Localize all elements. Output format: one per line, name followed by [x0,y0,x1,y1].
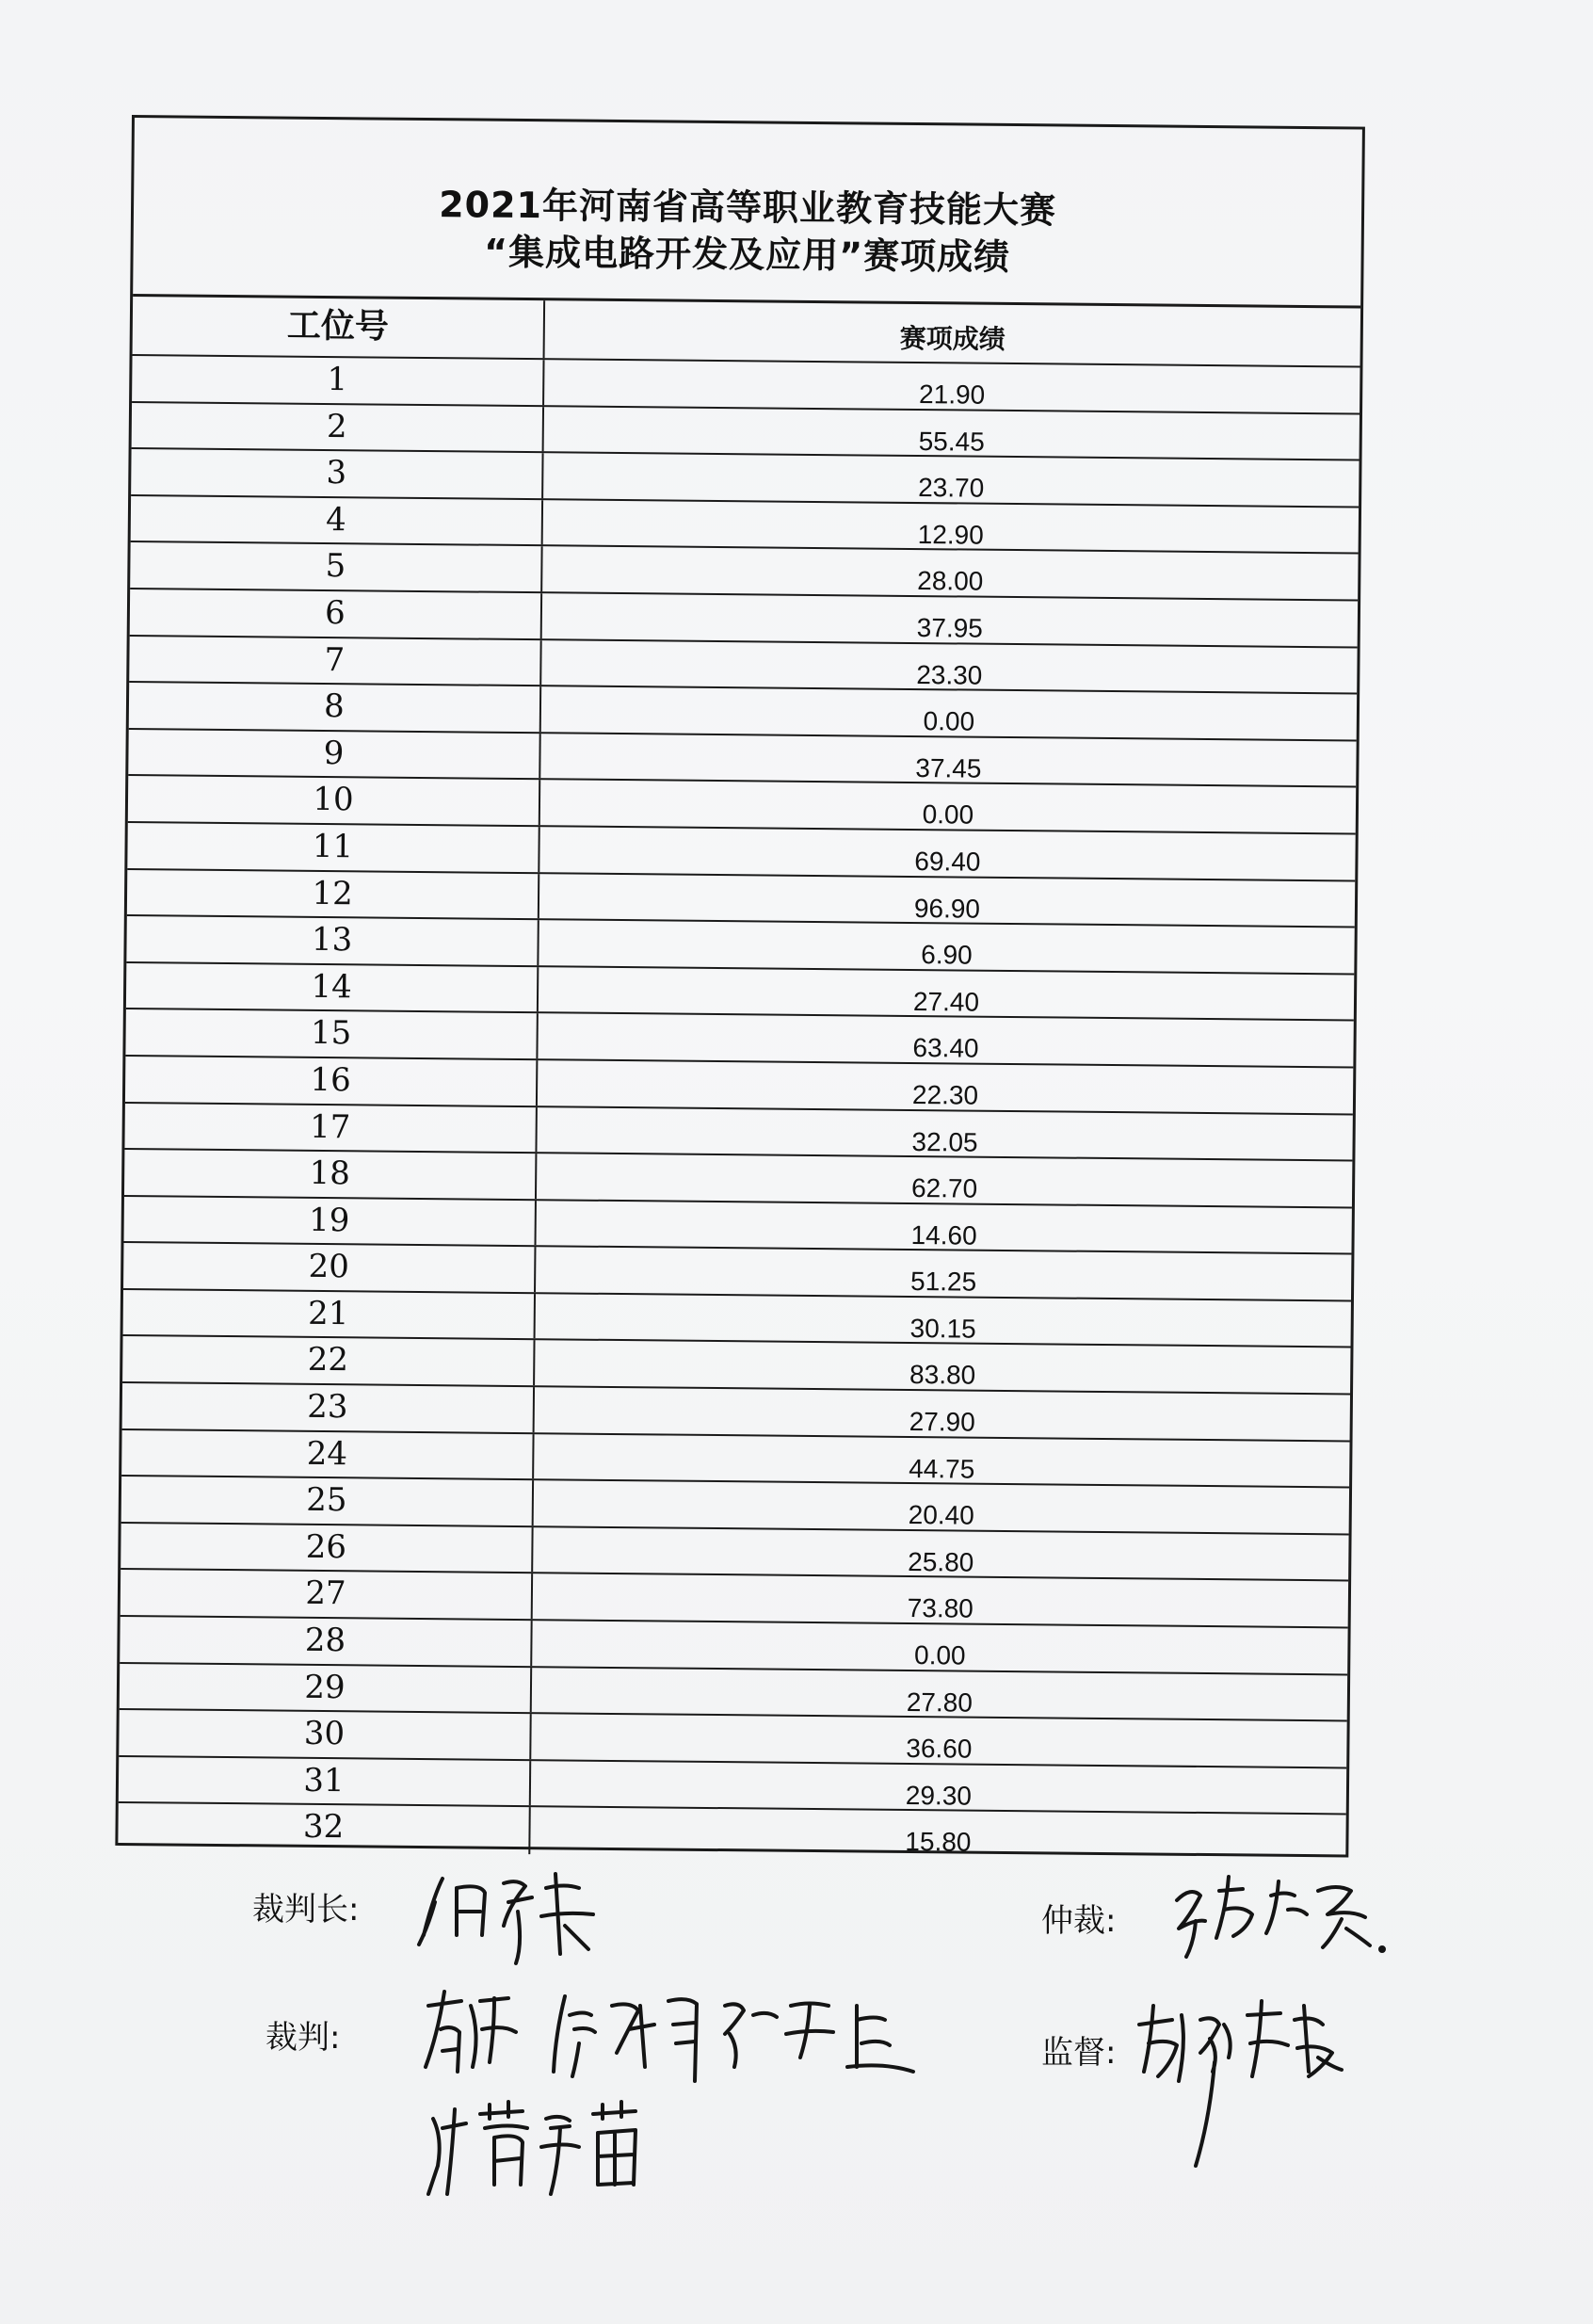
station-number: 30 [119,1710,531,1759]
score-value: 69.40 [914,846,981,877]
score-value: 21.90 [918,379,986,410]
score-value: 14.60 [910,1219,977,1251]
score-value: 30.15 [909,1313,976,1344]
station-number: 5 [130,542,542,591]
station-number: 19 [124,1197,537,1246]
score-value: 62.70 [910,1173,978,1203]
station-number: 1 [132,356,544,405]
station-number: 4 [131,496,543,545]
score-value: 20.40 [908,1500,974,1530]
station-number: 2 [132,403,544,452]
station-number: 13 [126,916,539,965]
arbitration-signature [1167,1863,1393,1966]
station-number: 9 [128,730,540,779]
station-number: 27 [121,1570,533,1619]
station-number: 29 [120,1664,532,1713]
station-number: 12 [127,870,539,919]
score-value: 63.40 [912,1033,979,1063]
station-number: 21 [123,1290,536,1339]
station-number: 24 [121,1430,534,1479]
chief-judge-label: 裁判长: [252,1891,360,1929]
score-value: 27.90 [909,1407,975,1437]
score-value: 0.00 [922,799,974,830]
score-value: 55.45 [918,426,985,457]
score-value: 37.45 [915,752,982,783]
station-number: 31 [119,1757,531,1806]
score-value: 25.80 [908,1546,974,1577]
station-number: 20 [123,1243,536,1292]
score-value: 28.00 [917,566,984,597]
score-table [118,297,1360,1862]
score-value: 12.90 [917,519,984,550]
station-number: 8 [129,683,541,732]
score-value: 15.80 [905,1827,972,1858]
supervision-signature [1130,1987,1356,2175]
score-value: 0.00 [923,706,975,736]
score-value: 23.70 [918,473,985,503]
score-value: 29.30 [905,1780,973,1811]
station-number: 22 [122,1336,535,1385]
station-number: 26 [121,1524,533,1573]
station-number: 23 [122,1383,535,1432]
supervision-label: 监督: [1041,2034,1117,2072]
title-line-1: 2021年河南省高等职业教育技能大赛 [439,184,1057,232]
station-number: 16 [125,1057,538,1106]
station-number: 18 [124,1150,537,1199]
score-value: 27.80 [906,1687,974,1718]
judges-label: 裁判: [266,2019,341,2057]
station-number: 6 [130,589,542,638]
score-value: 96.90 [913,893,981,924]
score-value: 51.25 [909,1267,977,1297]
score-value: 27.40 [912,986,980,1017]
arbitration-label: 仲裁: [1041,1902,1117,1940]
station-number: 11 [127,823,539,872]
title-box [133,118,1362,309]
score-value: 6.90 [921,940,973,970]
score-value: 32.05 [911,1126,978,1157]
station-number: 32 [118,1803,530,1854]
station-number: 3 [131,449,543,498]
station-number: 28 [120,1617,532,1666]
header-station: 工位号 [133,297,546,358]
header-score: 赛项成绩 [899,322,1006,355]
score-value: 0.00 [913,1640,966,1670]
score-value: 37.95 [916,612,983,643]
score-value: 73.80 [907,1593,974,1624]
score-value: 83.80 [909,1360,976,1391]
station-number: 7 [129,637,541,686]
score-sheet [115,115,1365,1857]
chief-judge-signature [414,1860,621,1982]
station-number: 14 [126,963,539,1012]
judges-signature-row-1 [414,1977,1017,2100]
station-number: 25 [121,1477,534,1525]
station-number: 10 [128,776,540,825]
judges-signature-row-2 [419,2090,654,2213]
score-value: 23.30 [916,659,983,690]
score-value: 44.75 [909,1453,975,1484]
score-value: 36.60 [906,1734,973,1764]
score-value: 22.30 [911,1079,979,1110]
station-number: 17 [124,1103,537,1152]
title-line-2: “集成电路开发及应用”赛项成绩 [483,231,1011,278]
station-number: 15 [125,1009,538,1058]
